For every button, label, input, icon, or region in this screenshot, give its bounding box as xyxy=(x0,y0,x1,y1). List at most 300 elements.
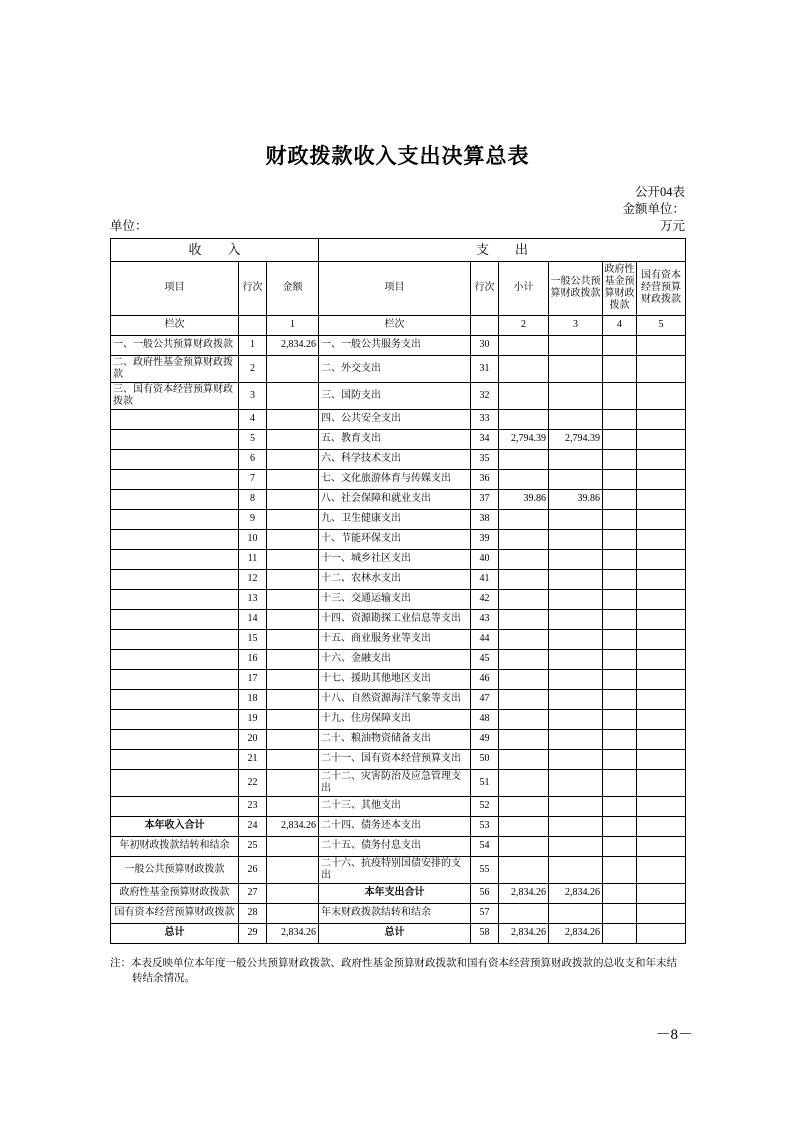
expense-subtotal-cell xyxy=(499,509,549,529)
expense-general-cell xyxy=(549,549,603,569)
expense-line-cell: 54 xyxy=(471,836,499,856)
expense-general-cell xyxy=(549,796,603,816)
income-item-cell: 二、政府性基金预算财政拨款 xyxy=(111,355,239,382)
expense-capital-cell xyxy=(637,529,686,549)
expense-line-cell: 36 xyxy=(471,469,499,489)
table-row xyxy=(111,409,686,429)
expense-line-cell: 32 xyxy=(471,382,499,409)
expense-subtotal-cell xyxy=(499,689,549,709)
table-row xyxy=(111,449,686,469)
org-label: 单位： xyxy=(110,218,148,233)
expense-line-cell: 55 xyxy=(471,856,499,883)
expense-fund-cell xyxy=(603,609,637,629)
column-number-row xyxy=(111,315,686,335)
gov-fund-header: 政府性基金预算财政拨款 xyxy=(603,261,637,315)
expense-item-cell: 二十四、债务还本支出 xyxy=(319,816,471,836)
lanci-expense-line xyxy=(471,315,499,335)
table-row xyxy=(111,509,686,529)
income-amount-cell xyxy=(267,749,319,769)
income-item-cell: 一般公共预算财政拨款 xyxy=(111,856,239,883)
expense-capital-cell xyxy=(637,709,686,729)
expense-general-cell xyxy=(549,749,603,769)
table-code: 公开04表 xyxy=(634,185,685,199)
expense-capital-cell xyxy=(637,489,686,509)
income-item-cell xyxy=(111,629,239,649)
expense-capital-cell xyxy=(637,589,686,609)
expense-capital-cell xyxy=(637,335,686,355)
expense-line-cell: 58 xyxy=(471,923,499,943)
income-line-cell: 3 xyxy=(239,382,267,409)
expense-item-cell: 十三、交通运输支出 xyxy=(319,589,471,609)
expense-general-cell xyxy=(549,816,603,836)
expense-subtotal-cell: 39.86 xyxy=(499,489,549,509)
income-line-cell: 7 xyxy=(239,469,267,489)
expense-fund-cell xyxy=(603,469,637,489)
income-line-cell: 28 xyxy=(239,903,267,923)
expense-fund-cell xyxy=(603,769,637,796)
unit-row xyxy=(110,218,685,235)
expense-item-cell: 十九、住房保障支出 xyxy=(319,709,471,729)
income-section-header: 收 入 xyxy=(111,238,319,261)
expense-fund-cell xyxy=(603,529,637,549)
lanci-capital: 5 xyxy=(637,315,686,335)
expense-subtotal-cell xyxy=(499,903,549,923)
budget-summary-table xyxy=(110,238,686,944)
expense-subtotal-cell xyxy=(499,649,549,669)
expense-item-cell: 本年支出合计 xyxy=(319,883,471,903)
expense-capital-cell xyxy=(637,669,686,689)
income-item-cell xyxy=(111,469,239,489)
expense-capital-cell xyxy=(637,649,686,669)
expense-line-cell: 34 xyxy=(471,429,499,449)
expense-general-cell xyxy=(549,449,603,469)
income-amount-cell xyxy=(267,355,319,382)
income-item-cell: 本年收入合计 xyxy=(111,816,239,836)
income-line-cell: 25 xyxy=(239,836,267,856)
income-item-cell xyxy=(111,609,239,629)
subtotal-header: 小计 xyxy=(499,261,549,315)
expense-capital-cell xyxy=(637,629,686,649)
expense-line-cell: 40 xyxy=(471,549,499,569)
expense-item-cell: 三、国防支出 xyxy=(319,382,471,409)
expense-capital-cell xyxy=(637,382,686,409)
table-row xyxy=(111,836,686,856)
expense-item-cell: 八、社会保障和就业支出 xyxy=(319,489,471,509)
lanci-income-line xyxy=(239,315,267,335)
expense-general-cell xyxy=(549,409,603,429)
income-line-cell: 22 xyxy=(239,769,267,796)
expense-fund-cell xyxy=(603,709,637,729)
expense-item-cell: 五、教育支出 xyxy=(319,429,471,449)
income-line-cell: 20 xyxy=(239,729,267,749)
meta-block xyxy=(110,184,685,218)
income-amount-cell xyxy=(267,729,319,749)
expense-capital-cell xyxy=(637,856,686,883)
lanci-general: 3 xyxy=(549,315,603,335)
table-row xyxy=(111,903,686,923)
table-row xyxy=(111,749,686,769)
expense-item-cell: 二十五、债务付息支出 xyxy=(319,836,471,856)
income-amount-cell xyxy=(267,903,319,923)
income-item-cell xyxy=(111,729,239,749)
income-line-cell: 15 xyxy=(239,629,267,649)
income-item-cell xyxy=(111,649,239,669)
income-amount-cell: 2,834.26 xyxy=(267,816,319,836)
lanci-subtotal: 2 xyxy=(499,315,549,335)
income-item-cell: 政府性基金预算财政拨款 xyxy=(111,883,239,903)
expense-line-cell: 53 xyxy=(471,816,499,836)
expense-item-cell: 十七、援助其他地区支出 xyxy=(319,669,471,689)
income-line-cell: 8 xyxy=(239,489,267,509)
table-row xyxy=(111,816,686,836)
expense-capital-cell xyxy=(637,689,686,709)
expense-line-cell: 33 xyxy=(471,409,499,429)
income-line-cell: 11 xyxy=(239,549,267,569)
table-row xyxy=(111,883,686,903)
expense-item-cell: 六、科学技术支出 xyxy=(319,449,471,469)
income-item-cell xyxy=(111,489,239,509)
expense-line-cell: 39 xyxy=(471,529,499,549)
expense-subtotal-cell xyxy=(499,449,549,469)
lanci-income-amount: 1 xyxy=(267,315,319,335)
section-header-row xyxy=(111,238,686,261)
expense-subtotal-cell xyxy=(499,589,549,609)
income-item-cell: 总计 xyxy=(111,923,239,943)
expense-subtotal-cell xyxy=(499,709,549,729)
expense-subtotal-cell: 2,834.26 xyxy=(499,883,549,903)
income-item-cell: 年初财政拨款结转和结余 xyxy=(111,836,239,856)
expense-fund-cell xyxy=(603,649,637,669)
income-amount-cell xyxy=(267,796,319,816)
income-amount-cell xyxy=(267,836,319,856)
expense-fund-cell xyxy=(603,355,637,382)
expense-subtotal-cell xyxy=(499,355,549,382)
expense-subtotal-cell xyxy=(499,409,549,429)
income-amount-cell xyxy=(267,669,319,689)
income-item-cell xyxy=(111,509,239,529)
expense-subtotal-cell xyxy=(499,469,549,489)
table-row xyxy=(111,569,686,589)
expense-fund-cell xyxy=(603,549,637,569)
expense-line-cell: 35 xyxy=(471,449,499,469)
expense-subtotal-cell xyxy=(499,629,549,649)
page-number: －8－ xyxy=(655,1027,693,1044)
expense-capital-cell xyxy=(637,429,686,449)
table-row xyxy=(111,729,686,749)
expense-general-cell xyxy=(549,669,603,689)
income-line-cell: 27 xyxy=(239,883,267,903)
expense-item-cell: 十六、金融支出 xyxy=(319,649,471,669)
expense-fund-cell xyxy=(603,749,637,769)
expense-item-cell: 年末财政拨款结转和结余 xyxy=(319,903,471,923)
income-amount-cell xyxy=(267,449,319,469)
income-amount-cell xyxy=(267,629,319,649)
table-row xyxy=(111,489,686,509)
income-item-cell: 三、国有资本经营预算财政拨款 xyxy=(111,382,239,409)
income-line-cell: 10 xyxy=(239,529,267,549)
table-row xyxy=(111,355,686,382)
expense-capital-cell xyxy=(637,549,686,569)
expense-fund-cell xyxy=(603,335,637,355)
income-line-cell: 16 xyxy=(239,649,267,669)
expense-capital-cell xyxy=(637,816,686,836)
income-amount-cell xyxy=(267,589,319,609)
expense-capital-cell xyxy=(637,796,686,816)
expense-general-cell xyxy=(549,689,603,709)
expense-general-cell xyxy=(549,856,603,883)
expense-line-cell: 50 xyxy=(471,749,499,769)
income-line-cell: 4 xyxy=(239,409,267,429)
table-row xyxy=(111,429,686,449)
lanci-fund: 4 xyxy=(603,315,637,335)
expense-general-cell xyxy=(549,569,603,589)
state-capital-header: 国有资本经营预算财政拨款 xyxy=(637,261,686,315)
table-row xyxy=(111,469,686,489)
general-budget-header: 一般公共预算财政拨款 xyxy=(549,261,603,315)
expense-fund-cell xyxy=(603,629,637,649)
expense-item-cell: 十八、自然资源海洋气象等支出 xyxy=(319,689,471,709)
expense-fund-cell xyxy=(603,883,637,903)
income-amount-cell xyxy=(267,769,319,796)
income-amount-cell xyxy=(267,856,319,883)
expense-capital-cell xyxy=(637,469,686,489)
income-amount-header: 金额 xyxy=(267,261,319,315)
expense-general-cell xyxy=(549,529,603,549)
expense-item-cell: 九、卫生健康支出 xyxy=(319,509,471,529)
table-row xyxy=(111,689,686,709)
income-item-cell xyxy=(111,449,239,469)
expense-fund-cell xyxy=(603,689,637,709)
income-amount-cell xyxy=(267,469,319,489)
income-line-cell: 9 xyxy=(239,509,267,529)
expense-line-cell: 38 xyxy=(471,509,499,529)
expense-general-cell: 2,834.26 xyxy=(549,883,603,903)
expense-general-cell xyxy=(549,335,603,355)
expense-item-cell: 七、文化旅游体育与传媒支出 xyxy=(319,469,471,489)
expense-line-header: 行次 xyxy=(471,261,499,315)
expense-capital-cell xyxy=(637,569,686,589)
income-item-header: 项目 xyxy=(111,261,239,315)
expense-capital-cell xyxy=(637,749,686,769)
expense-general-cell xyxy=(549,836,603,856)
expense-capital-cell xyxy=(637,903,686,923)
income-item-cell: 一、一般公共预算财政拨款 xyxy=(111,335,239,355)
expense-subtotal-cell xyxy=(499,836,549,856)
income-line-cell: 18 xyxy=(239,689,267,709)
expense-subtotal-cell xyxy=(499,609,549,629)
expense-subtotal-cell xyxy=(499,769,549,796)
table-row xyxy=(111,649,686,669)
expense-general-cell xyxy=(549,903,603,923)
expense-item-cell: 十二、农林水支出 xyxy=(319,569,471,589)
expense-item-cell: 一、一般公共服务支出 xyxy=(319,335,471,355)
table-row xyxy=(111,796,686,816)
income-line-cell: 21 xyxy=(239,749,267,769)
expense-fund-cell xyxy=(603,856,637,883)
expense-capital-cell xyxy=(637,409,686,429)
table-row xyxy=(111,669,686,689)
income-item-cell xyxy=(111,409,239,429)
income-item-cell xyxy=(111,549,239,569)
expense-fund-cell xyxy=(603,816,637,836)
expense-subtotal-cell xyxy=(499,816,549,836)
table-row xyxy=(111,609,686,629)
table-row xyxy=(111,856,686,883)
income-amount-cell xyxy=(267,649,319,669)
expense-item-cell: 十一、城乡社区支出 xyxy=(319,549,471,569)
expense-line-cell: 48 xyxy=(471,709,499,729)
income-line-cell: 6 xyxy=(239,449,267,469)
expense-capital-cell xyxy=(637,449,686,469)
expense-subtotal-cell xyxy=(499,335,549,355)
table-row xyxy=(111,769,686,796)
expense-general-cell xyxy=(549,649,603,669)
table-row xyxy=(111,709,686,729)
expense-line-cell: 56 xyxy=(471,883,499,903)
expense-line-cell: 37 xyxy=(471,489,499,509)
amount-unit-value: 万元 xyxy=(659,218,685,233)
expense-general-cell xyxy=(549,382,603,409)
expense-capital-cell xyxy=(637,509,686,529)
income-item-cell: 国有资本经营预算财政拨款 xyxy=(111,903,239,923)
income-line-cell: 12 xyxy=(239,569,267,589)
expense-item-cell: 二十二、灾害防治及应急管理支出 xyxy=(319,769,471,796)
expense-item-cell: 十五、商业服务业等支出 xyxy=(319,629,471,649)
table-row xyxy=(111,923,686,943)
expense-item-cell: 二十、粮油物资储备支出 xyxy=(319,729,471,749)
expense-item-header: 项目 xyxy=(319,261,471,315)
expense-general-cell xyxy=(549,629,603,649)
expense-capital-cell xyxy=(637,769,686,796)
expense-line-cell: 31 xyxy=(471,355,499,382)
income-line-header: 行次 xyxy=(239,261,267,315)
expense-subtotal-cell xyxy=(499,382,549,409)
expense-general-cell xyxy=(549,509,603,529)
expense-item-cell: 二十三、其他支出 xyxy=(319,796,471,816)
expense-item-cell: 二十六、抗疫特别国债安排的支出 xyxy=(319,856,471,883)
expense-subtotal-cell xyxy=(499,856,549,883)
expense-section-header: 支 出 xyxy=(319,238,686,261)
income-amount-cell xyxy=(267,883,319,903)
income-amount-cell xyxy=(267,409,319,429)
expense-fund-cell xyxy=(603,589,637,609)
income-line-cell: 23 xyxy=(239,796,267,816)
expense-item-cell: 十、节能环保支出 xyxy=(319,529,471,549)
expense-general-cell: 39.86 xyxy=(549,489,603,509)
expense-item-cell: 二十一、国有资本经营预算支出 xyxy=(319,749,471,769)
expense-fund-cell xyxy=(603,409,637,429)
amount-unit-label: 金额单位： xyxy=(622,201,685,216)
expense-general-cell xyxy=(549,469,603,489)
lanci-income-item: 栏次 xyxy=(111,315,239,335)
expense-fund-cell xyxy=(603,429,637,449)
expense-general-cell xyxy=(549,355,603,382)
expense-subtotal-cell xyxy=(499,569,549,589)
expense-subtotal-cell xyxy=(499,669,549,689)
income-line-cell: 29 xyxy=(239,923,267,943)
expense-subtotal-cell xyxy=(499,529,549,549)
income-amount-cell xyxy=(267,509,319,529)
income-item-cell xyxy=(111,429,239,449)
table-row xyxy=(111,529,686,549)
income-line-cell: 17 xyxy=(239,669,267,689)
income-item-cell xyxy=(111,569,239,589)
expense-item-cell: 四、公共安全支出 xyxy=(319,409,471,429)
expense-general-cell xyxy=(549,589,603,609)
expense-general-cell xyxy=(549,769,603,796)
expense-fund-cell xyxy=(603,489,637,509)
expense-line-cell: 43 xyxy=(471,609,499,629)
expense-line-cell: 30 xyxy=(471,335,499,355)
lanci-expense-item: 栏次 xyxy=(319,315,471,335)
expense-subtotal-cell: 2,834.26 xyxy=(499,923,549,943)
expense-line-cell: 45 xyxy=(471,649,499,669)
income-line-cell: 24 xyxy=(239,816,267,836)
table-row xyxy=(111,549,686,569)
income-item-cell xyxy=(111,589,239,609)
expense-capital-cell xyxy=(637,883,686,903)
income-amount-cell xyxy=(267,489,319,509)
income-amount-cell xyxy=(267,709,319,729)
expense-line-cell: 46 xyxy=(471,669,499,689)
expense-subtotal-cell xyxy=(499,749,549,769)
expense-general-cell: 2,834.26 xyxy=(549,923,603,943)
income-item-cell xyxy=(111,529,239,549)
income-amount-cell xyxy=(267,689,319,709)
income-item-cell xyxy=(111,709,239,729)
income-line-cell: 14 xyxy=(239,609,267,629)
income-amount-cell: 2,834.26 xyxy=(267,335,319,355)
expense-line-cell: 42 xyxy=(471,589,499,609)
expense-line-cell: 41 xyxy=(471,569,499,589)
expense-general-cell xyxy=(549,709,603,729)
income-item-cell xyxy=(111,749,239,769)
expense-fund-cell xyxy=(603,569,637,589)
expense-fund-cell xyxy=(603,836,637,856)
income-amount-cell xyxy=(267,609,319,629)
income-amount-cell xyxy=(267,549,319,569)
page-title: 财政拨款收入支出决算总表 xyxy=(265,144,530,168)
expense-subtotal-cell: 2,794.39 xyxy=(499,429,549,449)
column-header-row xyxy=(111,261,686,315)
expense-item-cell: 总计 xyxy=(319,923,471,943)
income-line-cell: 13 xyxy=(239,589,267,609)
income-item-cell xyxy=(111,669,239,689)
expense-capital-cell xyxy=(637,923,686,943)
expense-capital-cell xyxy=(637,729,686,749)
income-line-cell: 5 xyxy=(239,429,267,449)
expense-line-cell: 57 xyxy=(471,903,499,923)
income-line-cell: 1 xyxy=(239,335,267,355)
expense-general-cell xyxy=(549,609,603,629)
expense-line-cell: 49 xyxy=(471,729,499,749)
expense-fund-cell xyxy=(603,509,637,529)
table-row xyxy=(111,629,686,649)
expense-fund-cell xyxy=(603,729,637,749)
expense-subtotal-cell xyxy=(499,796,549,816)
income-amount-cell xyxy=(267,429,319,449)
expense-capital-cell xyxy=(637,355,686,382)
income-amount-cell: 2,834.26 xyxy=(267,923,319,943)
expense-fund-cell xyxy=(603,903,637,923)
income-item-cell xyxy=(111,689,239,709)
table-row xyxy=(111,382,686,409)
income-item-cell xyxy=(111,769,239,796)
table-row xyxy=(111,335,686,355)
expense-line-cell: 51 xyxy=(471,769,499,796)
expense-capital-cell xyxy=(637,609,686,629)
expense-line-cell: 47 xyxy=(471,689,499,709)
